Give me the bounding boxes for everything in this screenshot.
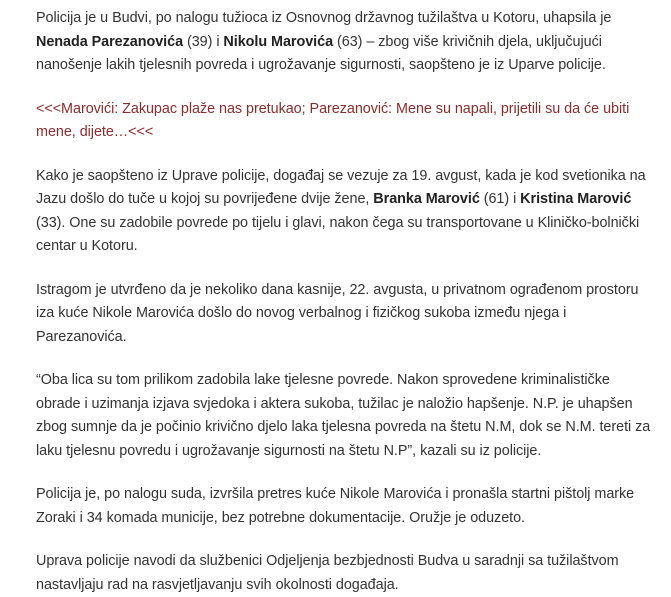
paragraph-text: (63) – zbog više krivičnih djela, uključujući nanošenje lakih tjelesnih povreda i ugrožavanje sigurnosti, saopšteno je iz Uparve policije. [36, 33, 606, 73]
paragraph-text: Policija je u Budvi, po nalogu tužioca iz Osnovnog državnog tužilaštva u Kotoru, uhapsila je [36, 10, 612, 26]
paragraph-arrest [36, 7, 651, 78]
person-name-nikola-marovic: Nikolu Marovića [223, 33, 334, 50]
paragraph-incident [36, 165, 651, 259]
paragraph-text: (61) i [479, 191, 521, 207]
person-name-kristina-marovic: Kristina Marović [520, 191, 632, 207]
person-name-parezanovic: Nenada Parezanovića [36, 33, 184, 50]
related-article-link[interactable]: <<<Marovići: Zakupac plaže nas pretukao; Parezanović: Mene su napali, prijetili su da će ubiti mene, dijete…<<< [36, 100, 630, 140]
paragraph-text: Kako je saopšteno iz Uprave policije, događaj se vezuje za 19. avgust, kada je kod svetionika na Jazu došlo do tuče u kojoj su povrijeđene dvije žene, [36, 167, 646, 207]
paragraph-investigation: Istragom je utvrđeno da je nekoliko dana kasnije, 22. avgusta, u privatnom ograđenom prostoru iza kuće Nikole Marovića došlo do novog verbalnog i fizičkog sukoba između njega i Parezanovića. [36, 281, 639, 345]
paragraph-text: (39) i [183, 33, 224, 50]
related-article [36, 98, 651, 145]
person-name-branka-marovic: Branka Marović [373, 191, 480, 207]
paragraph-search: Policija je, po nalogu suda, izvršila pretres kuće Nikole Marovića i pronašla startni pištolj marke Zoraki i 34 komada municije, bez potrebne dokumentacije. Oružje je oduzeto. [36, 486, 635, 526]
paragraph-conclusion: Uprava policije navodi da službenici Odjeljenja bezbjednosti Budva u saradnji sa tužilaštvom nastavljaju rad na rasvjetljavanju svih okolnosti događaja. [36, 553, 619, 593]
paragraph-text: (33). One su zadobile povrede po tijelu i glavi, nakon čega su transportovane u Kliničko-bolnički centar u Kotoru. [36, 214, 640, 254]
paragraph-police-quote: “Oba lica su tom prilikom zadobila lake tjelesne povrede. Nakon sprovedene kriminalističke obrade i uzimanja izjava svjedoka i aktera sukoba, tužilac je naložio hapšenje. N.P. je uhapšen zbog sumnje da je počinio krivično djelo laka tjelesna povreda na štetu N.M, dok se N.M. tereti za laku tjelesnu povredu i ugrožavanje sigurnosti na štetu N.P”, kazali su iz policije. [36, 372, 651, 459]
